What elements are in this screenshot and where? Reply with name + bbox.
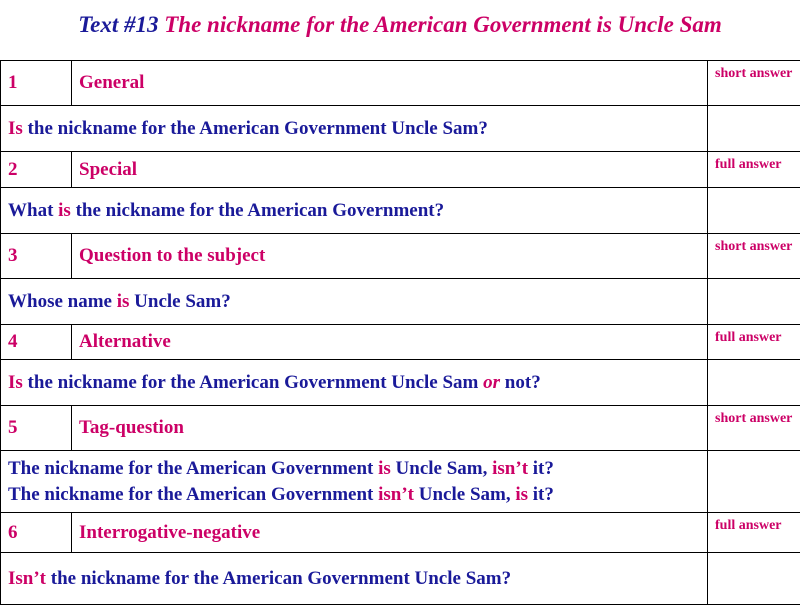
answer-type: full answer [708,152,800,188]
question-line: The nickname for the American Government is Uncle Sam, isn’t it? [8,456,700,482]
question-type: Question to the subject [72,234,708,279]
question-text [1,451,708,513]
row-number: 2 [1,152,72,188]
answer-type: short answer [708,234,800,279]
answer-cell [708,553,800,605]
answer-cell [708,188,800,234]
answer-type: short answer [708,61,800,106]
type-row-4 [1,325,800,360]
answer-type: full answer [708,513,800,553]
question-line: The nickname for the American Government isn’t Uncle Sam, is it? [8,482,700,508]
question-row-2 [1,188,800,234]
question-text: Is the nickname for the American Government Uncle Sam or not? [1,360,708,406]
answer-type: short answer [708,406,800,451]
question-text: Is the nickname for the American Government Uncle Sam? [1,106,708,152]
question-row-1 [1,106,800,152]
question-text: What is the nickname for the American Government? [1,188,708,234]
page-title [0,12,800,38]
question-type: General [72,61,708,106]
question-table [0,60,800,605]
row-number: 3 [1,234,72,279]
question-text: Isn’t the nickname for the American Government Uncle Sam? [1,553,708,605]
question-type: Interrogative-negative [72,513,708,553]
question-row-3 [1,279,800,325]
type-row-5 [1,406,800,451]
question-row-6 [1,553,800,605]
question-row-4 [1,360,800,406]
type-row-6 [1,513,800,553]
question-type: Alternative [72,325,708,360]
answer-cell [708,279,800,325]
answer-type: full answer [708,325,800,360]
title-text: The nickname for the American Government is Uncle Sam [164,12,722,37]
question-text: Whose name is Uncle Sam? [1,279,708,325]
row-number: 1 [1,61,72,106]
answer-cell [708,360,800,406]
question-type: Tag-question [72,406,708,451]
answer-cell [708,451,800,513]
type-row-2 [1,152,800,188]
type-row-3 [1,234,800,279]
type-row-1 [1,61,800,106]
question-type: Special [72,152,708,188]
row-number: 4 [1,325,72,360]
row-number: 6 [1,513,72,553]
answer-cell [708,106,800,152]
row-number: 5 [1,406,72,451]
question-row-5 [1,451,800,513]
title-prefix: Text #13 [78,12,158,37]
